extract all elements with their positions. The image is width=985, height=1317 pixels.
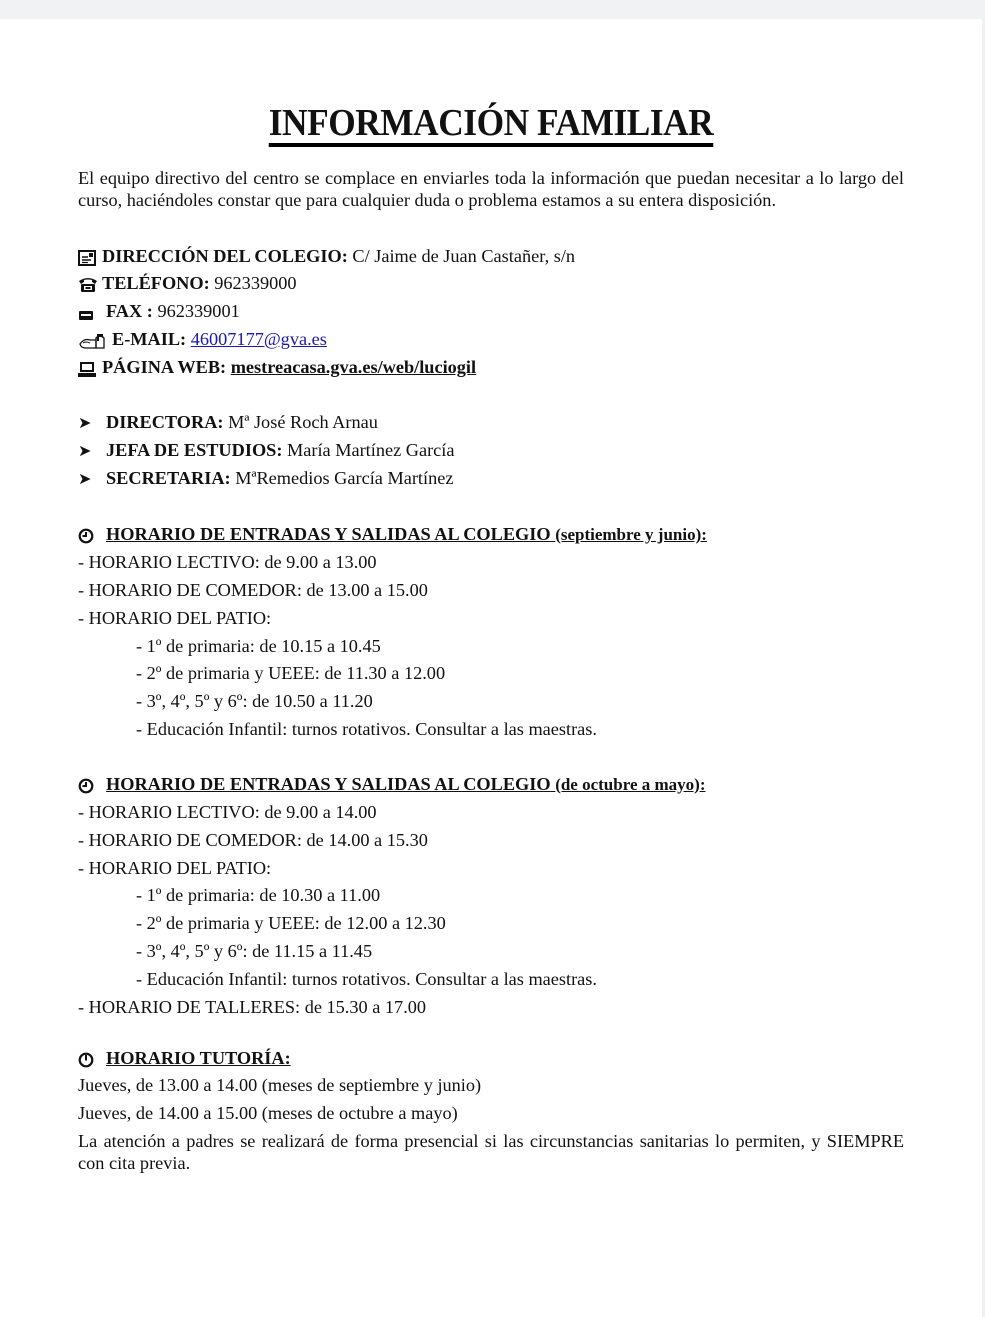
address-line <box>78 245 575 267</box>
staff-item <box>78 439 455 463</box>
tutoria-note: La atención a padres se realizará de forma presencial si las circunstancias sanitarias lo permiten, y SIEMPRE con cita previa. <box>78 1131 904 1173</box>
telephone-icon <box>78 276 102 293</box>
computer-icon <box>78 361 102 377</box>
patio-item: - 1º de primaria: de 10.15 a 10.45 <box>136 636 381 656</box>
tutoria-line: Jueves, de 14.00 a 15.00 (meses de octubre a mayo) <box>78 1103 458 1123</box>
intro-paragraph: El equipo directivo del centro se complace en enviarles toda la información que puedan necesitar a lo largo del curso, haciéndoles constar que para cualquier duda o problema estamos a su entera disposición. <box>78 168 904 210</box>
heading-period: (de octubre a mayo): <box>555 775 706 794</box>
patio-item: - 3º, 4º, 5º y 6º: de 10.50 a 11.20 <box>136 691 373 711</box>
staff-name: MªRemedios García Martínez <box>235 468 454 488</box>
schedule-line: - HORARIO DEL PATIO: <box>78 858 272 878</box>
arrow-bullet-icon: ➤ <box>78 443 92 460</box>
phone-line <box>78 272 297 294</box>
address-card-icon <box>78 250 102 266</box>
fax-line <box>78 300 240 322</box>
web-label: PÁGINA WEB: <box>102 357 227 377</box>
section-heading-tutoria <box>78 1047 291 1069</box>
title-text: INFORMACIÓN FAMILIAR <box>269 103 714 147</box>
schedule-line: - HORARIO DE COMEDOR: de 13.00 a 15.00 <box>78 580 428 600</box>
web-line <box>78 356 476 378</box>
clock-icon <box>78 778 106 794</box>
section-heading-sep-jun <box>78 523 707 546</box>
staff-role: JEFA DE ESTUDIOS: <box>106 440 283 460</box>
heading-text: HORARIO TUTORÍA: <box>106 1048 291 1068</box>
email-line <box>78 328 327 350</box>
staff-name: María Martínez García <box>287 440 455 460</box>
power-clock-icon <box>78 1052 106 1068</box>
schedule-line: - HORARIO DE TALLERES: de 15.30 a 17.00 <box>78 997 427 1017</box>
patio-item: - Educación Infantil: turnos rotativos. Consultar a las maestras. <box>136 969 597 989</box>
schedule-line: - HORARIO DE COMEDOR: de 14.00 a 15.30 <box>78 830 428 850</box>
schedule-line: - HORARIO LECTIVO: de 9.00 a 13.00 <box>78 552 377 572</box>
staff-name: Mª José Roch Arnau <box>228 412 378 432</box>
fax-icon <box>78 304 106 321</box>
patio-item: - Educación Infantil: turnos rotativos. Consultar a las maestras. <box>136 719 597 739</box>
heading-text: HORARIO DE ENTRADAS Y SALIDAS AL COLEGIO <box>106 774 551 794</box>
web-link[interactable]: mestreacasa.gva.es/web/luciogil <box>230 357 477 377</box>
schedule-line: - HORARIO DEL PATIO: <box>78 608 272 628</box>
section-heading-oct-may <box>78 773 705 796</box>
document-page <box>0 19 982 1317</box>
email-link[interactable]: 46007177@gva.es <box>190 329 327 349</box>
staff-item <box>78 467 453 491</box>
staff-item <box>78 411 378 435</box>
arrow-bullet-icon: ➤ <box>78 415 92 432</box>
phone-value: 962339000 <box>214 273 297 293</box>
email-label: E-MAIL: <box>112 329 187 349</box>
patio-item: - 3º, 4º, 5º y 6º: de 11.15 a 11.45 <box>136 941 373 961</box>
staff-role: SECRETARIA: <box>106 468 231 488</box>
patio-item: - 1º de primaria: de 10.30 a 11.00 <box>136 885 381 905</box>
fax-value: 962339001 <box>157 301 240 321</box>
staff-role: DIRECTORA: <box>106 412 224 432</box>
phone-label: TELÉFONO: <box>102 273 210 293</box>
address-value: C/ Jaime de Juan Castañer, s/n <box>352 246 576 266</box>
mailbox-icon <box>78 332 112 350</box>
address-label: DIRECCIÓN DEL COLEGIO: <box>102 246 348 266</box>
fax-label: FAX : <box>106 301 153 321</box>
viewer-top-bar <box>0 0 985 19</box>
tutoria-line: Jueves, de 13.00 a 14.00 (meses de septiembre y junio) <box>78 1075 482 1095</box>
clock-icon <box>78 528 106 544</box>
schedule-line: - HORARIO LECTIVO: de 9.00 a 14.00 <box>78 802 377 822</box>
arrow-bullet-icon: ➤ <box>78 471 92 488</box>
patio-item: - 2º de primaria y UEEE: de 11.30 a 12.00 <box>136 663 446 683</box>
heading-text: HORARIO DE ENTRADAS Y SALIDAS AL COLEGIO <box>106 524 551 544</box>
heading-period: (septiembre y junio): <box>555 525 707 544</box>
patio-item: - 2º de primaria y UEEE: de 12.00 a 12.30 <box>136 913 446 933</box>
page-title <box>34 101 947 147</box>
